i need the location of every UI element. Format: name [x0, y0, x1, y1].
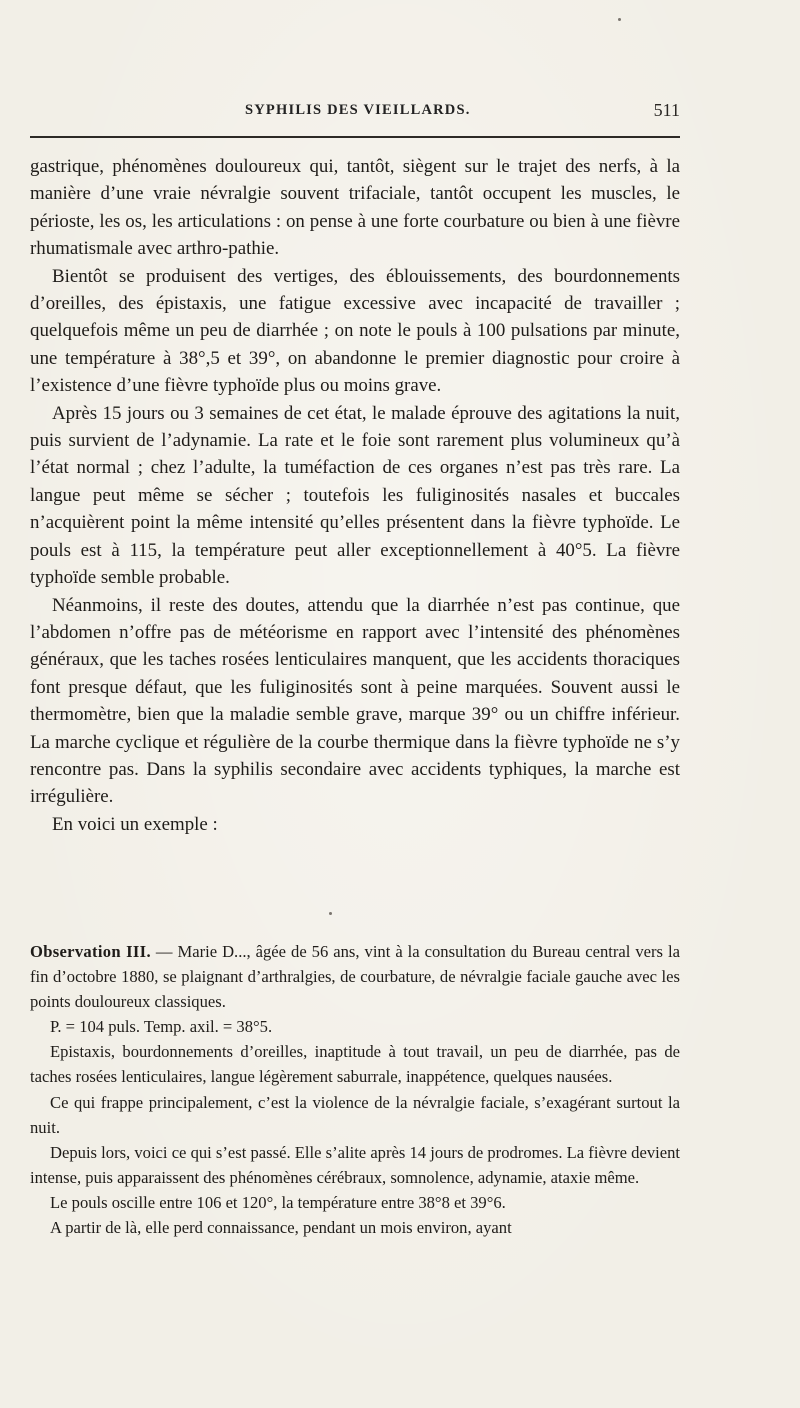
observation-paragraph: Le pouls oscille entre 106 et 120°, la température entre 38°8 et 39°6. — [50, 1192, 506, 1212]
running-title: SYPHILIS DES VIEILLARDS. — [245, 102, 471, 118]
observation-title: Observation III. — [30, 942, 151, 961]
observation-paragraph: A partir de là, elle perd connaissance, pendant un mois environ, ayant — [50, 1218, 512, 1238]
page-number: 511 — [653, 100, 680, 120]
main-text — [30, 153, 680, 838]
observation-lead — [30, 939, 680, 1014]
paper-speck — [329, 912, 332, 915]
observation-lead-text: — Marie D..., âgée de 56 ans, vint à la consultation du Bureau central vers la fin d’octobre 1880, se plaignant d’arthralgies, de courbature, de névralgie faciale gauche avec les points douloureux classiques. — [30, 942, 680, 1012]
paper-speck — [618, 18, 621, 21]
observation-paragraph: Epistaxis, bourdonnements d’oreilles, inaptitude à tout travail, un peu de diarrhée, pas de taches rosées lenticulaires, langue légèrement saburrale, inappétence, quelques nausées. — [30, 1042, 680, 1087]
paragraph: Après 15 jours ou 3 semaines de cet état, le malade éprouve des agitations la nuit, puis survient de l’adynamie. La rate et le foie sont rarement plus volumineux qu’à l’état normal ; chez l’adulte, la tuméfaction de ces organes n’est pas très rare. La langue peut même se sécher ; toutefois les fuliginosités nasales et buccales n’acquièrent point la même intensité qu’elles présentent dans la fièvre typhoïde. Le pouls est à 115, la température peut aller exceptionnellement à 40°5. La fièvre typhoïde semble probable. — [30, 402, 680, 589]
observation-block — [30, 939, 680, 1240]
observation-paragraph: P. = 104 puls. Temp. axil. = 38°5. — [50, 1017, 273, 1037]
header-rule — [30, 136, 680, 138]
paragraph: Néanmoins, il reste des doutes, attendu que la diarrhée n’est pas continue, que l’abdomen n’offre pas de météorisme en rapport avec l’intensité des phénomènes généraux, que les taches rosées lenticulaires manquent, que les accidents thoraciques font presque défaut, que les fuliginosités sont à peine marquées. Souvent aussi le thermomètre, bien que la maladie semble grave, marque 39° ou un chiffre inférieur. La marche cyclique et régulière de la courbe thermique dans la fièvre typhoïde ne s’y rencontre pas. Dans la syphilis secondaire avec accidents typhiques, la marche est irrégulière. — [30, 594, 680, 808]
running-head — [30, 102, 680, 128]
paragraph: Bientôt se produisent des vertiges, des éblouissements, des bourdonnements d’oreilles, des épistaxis, une fatigue excessive avec incapacité de travailler ; quelquefois même un peu de diarrhée ; on note le pouls à 100 pulsations par minute, une température à 38°,5 et 39°, on abandonne le premier diagnostic pour croire à l’existence d’une fièvre typhoïde plus ou moins grave. — [30, 265, 680, 397]
observation-paragraph: Ce qui frappe principalement, c’est la violence de la névralgie faciale, s’exagérant surtout la nuit. — [30, 1092, 680, 1137]
observation-paragraph: Depuis lors, voici ce qui s’est passé. Elle s’alite après 14 jours de prodromes. La fièvre devient intense, puis apparaissent des phénomènes cérébraux, somnolence, adynamie, ataxie même. — [30, 1142, 680, 1187]
paragraph: gastrique, phénomènes douloureux qui, tantôt, siègent sur le trajet des nerfs, à la manière d’une vraie névralgie souvent trifaciale, tantôt occupent les muscles, le périoste, les os, les articulations : on pense à une forte courbature ou bien à une fièvre rhumatismale avec arthro-pathie. — [30, 156, 680, 260]
paragraph: En voici un exemple : — [52, 813, 218, 835]
